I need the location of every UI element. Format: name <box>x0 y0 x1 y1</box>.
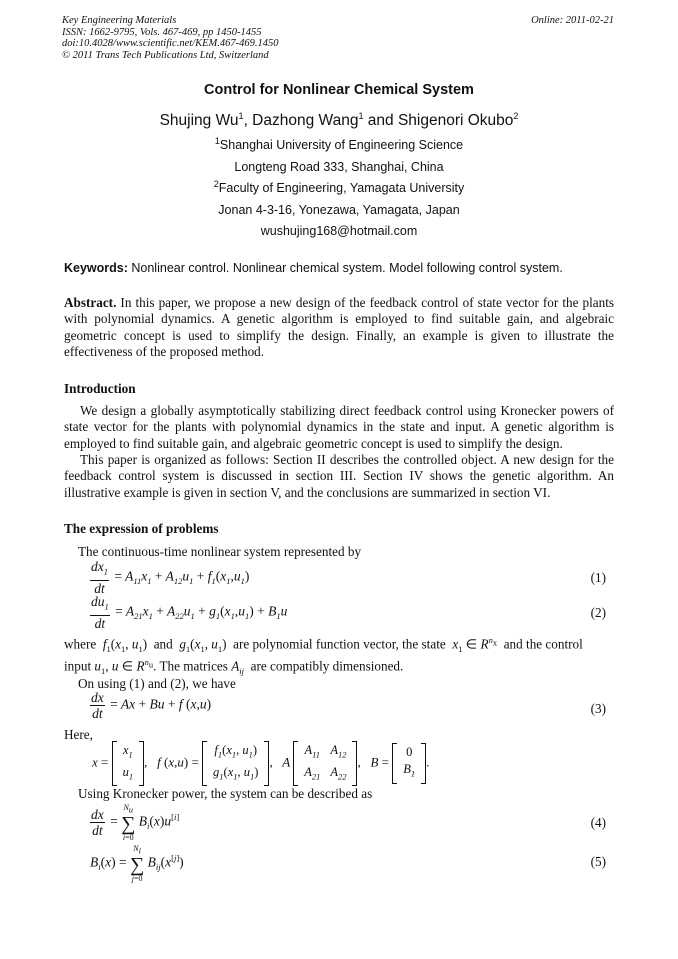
author-list <box>0 112 678 130</box>
author-email[interactable]: wushujing168@hotmail.com <box>260 224 418 238</box>
copyright-line: © 2011 Trans Tech Publications Ltd, Switzerland <box>62 49 269 61</box>
affiliation-2 <box>0 178 678 195</box>
input-sentence: input $u_1$, u ∈ $R^{n_u}$. The matrices $A_{ij}$ are compatibly dimensioned. <box>64 657 404 677</box>
text-fragment: where <box>64 636 97 652</box>
abstract <box>64 295 614 360</box>
keywords-label: Keywords: <box>64 261 128 275</box>
abstract-label: Abstract. <box>64 295 117 310</box>
matrix-definitions: x = $x_1$ $u_1$ , f (x,u) = $f_1(x_1$, $u_1$) $g_1(x_1$, $u_1$) , A $A_{11}$ $A_{12}$ $A_{21}$ $A_{22}$ , B = 0 $B_1$ . <box>92 741 429 786</box>
equation-number: (4) <box>590 815 606 830</box>
text-fragment: input <box>64 658 92 674</box>
affiliation-1-address: Longteng Road 333, Shanghai, China <box>234 160 444 174</box>
equation-number: (5) <box>590 854 606 869</box>
intro-paragraph-1: We design a globally asymptotically stabilizing direct feedback control using Kronecker powers of state vector for the plants with polynomial dynamics in the state and input. A genetic algorithm is employed to find suitable gain, and algebraic geometric concept is used to simplify the design. <box>64 403 614 451</box>
using-sentence: On using (1) and (2), we have <box>78 676 236 691</box>
affiliation-name: Shanghai University of Engineering Science <box>219 138 464 152</box>
journal-header <box>62 15 279 61</box>
affiliation-marker: 1 <box>358 110 364 121</box>
affiliation-marker: 2 <box>513 110 519 121</box>
equation-number: (2) <box>590 605 606 620</box>
author-name: and Shigenori Okubo <box>363 112 514 129</box>
affiliation-2-address: Jonan 4-3-16, Yonezawa, Yamagata, Japan <box>218 203 460 217</box>
where-sentence: where $f_1(x_1$, $u_1$) and $g_1(x_1$, $u_1$) are polynomial function vector, the state $x_1$ ∈ $R^{n_x}$ and the control <box>64 635 583 655</box>
equation-3: $\frac{dx}{dt}$ = Ax + Bu + f (x,u) <box>91 690 212 721</box>
journal-name: Key Engineering Materials <box>62 15 177 26</box>
equation-2: $\frac{du_1}{dt}$ = $A_{21}x_1 + A_{22}u_1 + g_1(x_1,u_1) + B_1u$ <box>91 594 288 631</box>
text-fragment: are compatibly dimensioned. <box>250 658 404 674</box>
issn-line: ISSN: 1662-9795, Vols. 467-469, pp 1450-1455 <box>62 26 262 38</box>
intro-paragraph-2: This paper is organized as follows: Section II describes the controlled object. A new design for the feedback control system is discussed in section III. Section IV shows the genetic algorithm. An illustrative example is given in section V, and the conclusions are summarized in section VI. <box>64 452 614 500</box>
equation-1: $\frac{dx_1}{dt}$ = $A_{11}x_1 + A_{12}u_1 + f_1(x_1,u_1)$ <box>91 559 250 596</box>
affiliation-marker: 2 <box>213 178 219 189</box>
keywords-text: Nonlinear control. Nonlinear chemical system. Model following control system. <box>127 261 563 275</box>
author-name: Shujing Wu <box>159 112 239 129</box>
section-heading-problems: The expression of problems <box>64 521 219 536</box>
equation-number: (1) <box>590 570 606 585</box>
doi-line[interactable]: doi:10.4028/www.scientific.net/KEM.467-469.1450 <box>62 38 279 50</box>
text-fragment: and <box>153 636 173 652</box>
equation-5: $B_i(x)$ = $N_i$ ∑ j=0 $B_{ij}(x[j])$ <box>90 844 184 883</box>
here-label: Here, <box>64 727 93 742</box>
affiliation-marker: 1 <box>238 110 244 121</box>
affiliation-1 <box>0 135 678 152</box>
text-fragment: are polynomial function vector, the state <box>233 636 446 652</box>
text-fragment: . The matrices <box>153 658 228 674</box>
online-date: Online: 2011-02-21 <box>531 15 614 26</box>
equation-4: $\frac{dx}{dt}$ = $N_u$ ∑ i=0 $B_i(x)u[i]$ <box>91 803 180 842</box>
equation-number: (3) <box>590 701 606 716</box>
abstract-text: In this paper, we propose a new design of the feedback control of state vector for the plants with polynomial dynamics. A genetic algorithm is employed to find suitable gain, and algebraic geometric concept is used to simplify the design. Finally, an example is given to illustrate the effectiveness of the proposed method. <box>64 295 614 359</box>
author-name: , Dazhong Wang <box>243 112 359 129</box>
paper-title: Control for Nonlinear Chemical System <box>204 82 474 98</box>
keywords <box>64 260 614 276</box>
section-heading-introduction: Introduction <box>64 381 136 396</box>
affiliation-marker: 1 <box>214 135 220 146</box>
kronecker-sentence: Using Kronecker power, the system can be described as <box>78 786 373 801</box>
affiliation-name: Faculty of Engineering, Yamagata University <box>218 181 465 195</box>
problems-intro: The continuous-time nonlinear system represented by <box>78 544 362 559</box>
text-fragment: and the control <box>503 636 583 652</box>
